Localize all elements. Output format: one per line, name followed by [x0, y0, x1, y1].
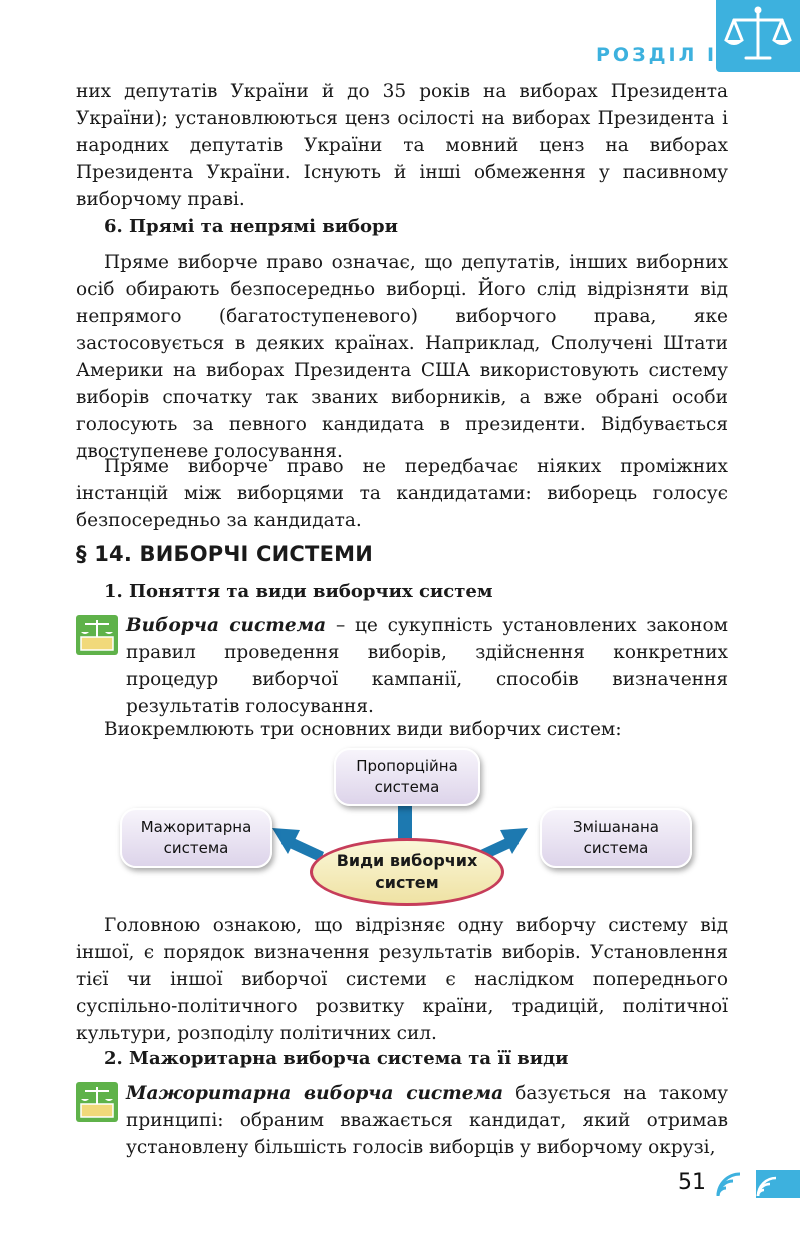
subheading-majoritarian: 2. Мажоритарна виборча система та її види	[104, 1048, 569, 1069]
definition-term: Виборча система	[126, 615, 327, 636]
ellipse-line: Види виборчих	[336, 851, 478, 870]
paragraph-three-types: Виокремлюють три основних види виборчих систем:	[104, 719, 622, 740]
box-line: Змішанана	[572, 818, 659, 836]
signal-icon	[756, 1170, 800, 1198]
paragraph-passive-right: них депутатів України й до 35 років на виборах Президента України); установлюються ценз осілості на виборах Президента і народних депутатів України та мовний ценз на виборах Президента України. Існують й інші обмеження у пасивному виборчому праві.	[76, 81, 728, 210]
diagram-box-majoritarian	[120, 808, 272, 868]
definition-term: Мажоритарна виборча система	[126, 1083, 504, 1104]
paragraph-no-intermediaries: Пряме виборче право не передбачає ніяких проміжних інстанцій між виборцями та кандидатами: виборець голосує безпосередньо за кандидата.	[76, 456, 728, 531]
definition-text: – це сукупність установлених законом правил проведення виборів, здійснення конкретних процедур виборчої кампанії, способів визначення результатів голосування.	[126, 615, 728, 717]
signal-arcs-icon	[708, 1170, 756, 1198]
diagram-box-proportional	[334, 748, 480, 806]
box-line: Пропорційна	[356, 757, 458, 775]
diagram-center-ellipse	[310, 838, 504, 906]
scales-icon	[716, 0, 800, 72]
definition-electoral-system	[126, 612, 728, 720]
header-tab	[716, 0, 800, 72]
definition-majoritarian-system	[126, 1080, 728, 1161]
definition-icon	[76, 1082, 118, 1122]
section-label: РОЗДІЛ І	[596, 44, 718, 66]
definition-icon	[76, 615, 118, 655]
box-line: Мажоритарна	[140, 818, 252, 836]
diagram-box-mixed	[540, 808, 692, 868]
paragraph-main-feature: Головною ознакою, що відрізняє одну виборчу систему від іншої, є порядок визначення результатів виборів. Установлення тієї чи іншої виборчої системи є наслідком попереднього суспільно-політичного розвитку країни, традицій, політичної культури, розподілу політичних сил.	[76, 915, 728, 1044]
definition-text: базується на такому принципі: обраним вважається кандидат, який отримав установлену більшість голосів виборців у виборчому окрузі,	[126, 1083, 728, 1158]
box-line: система	[374, 778, 440, 796]
box-line: система	[163, 839, 229, 857]
ellipse-line: систем	[375, 873, 439, 892]
subheading-direct-indirect: 6. Прямі та непрямі вибори	[104, 216, 398, 237]
page-number: 51	[678, 1170, 706, 1195]
paragraph-direct-right: Пряме виборче право означає, що депутатів, інших виборних осіб обирають безпосередньо виборці. Його слід відрізняти від непрямого (багатоступеневого) виборчого права, яке застосовується в деяких країнах. Наприклад, Сполучені Штати Америки на виборах Президента США використовують систему виборів спочатку так званих виборників, а вже обрані особи голосують за певного кандидата в президенти. Відбувається двоступеневе голосування.	[76, 252, 728, 462]
footer-bar	[756, 1170, 800, 1198]
section-title: § 14. ВИБОРЧІ СИСТЕМИ	[76, 542, 373, 566]
subheading-concept-types: 1. Поняття та види виборчих систем	[104, 581, 493, 602]
box-line: система	[583, 839, 649, 857]
